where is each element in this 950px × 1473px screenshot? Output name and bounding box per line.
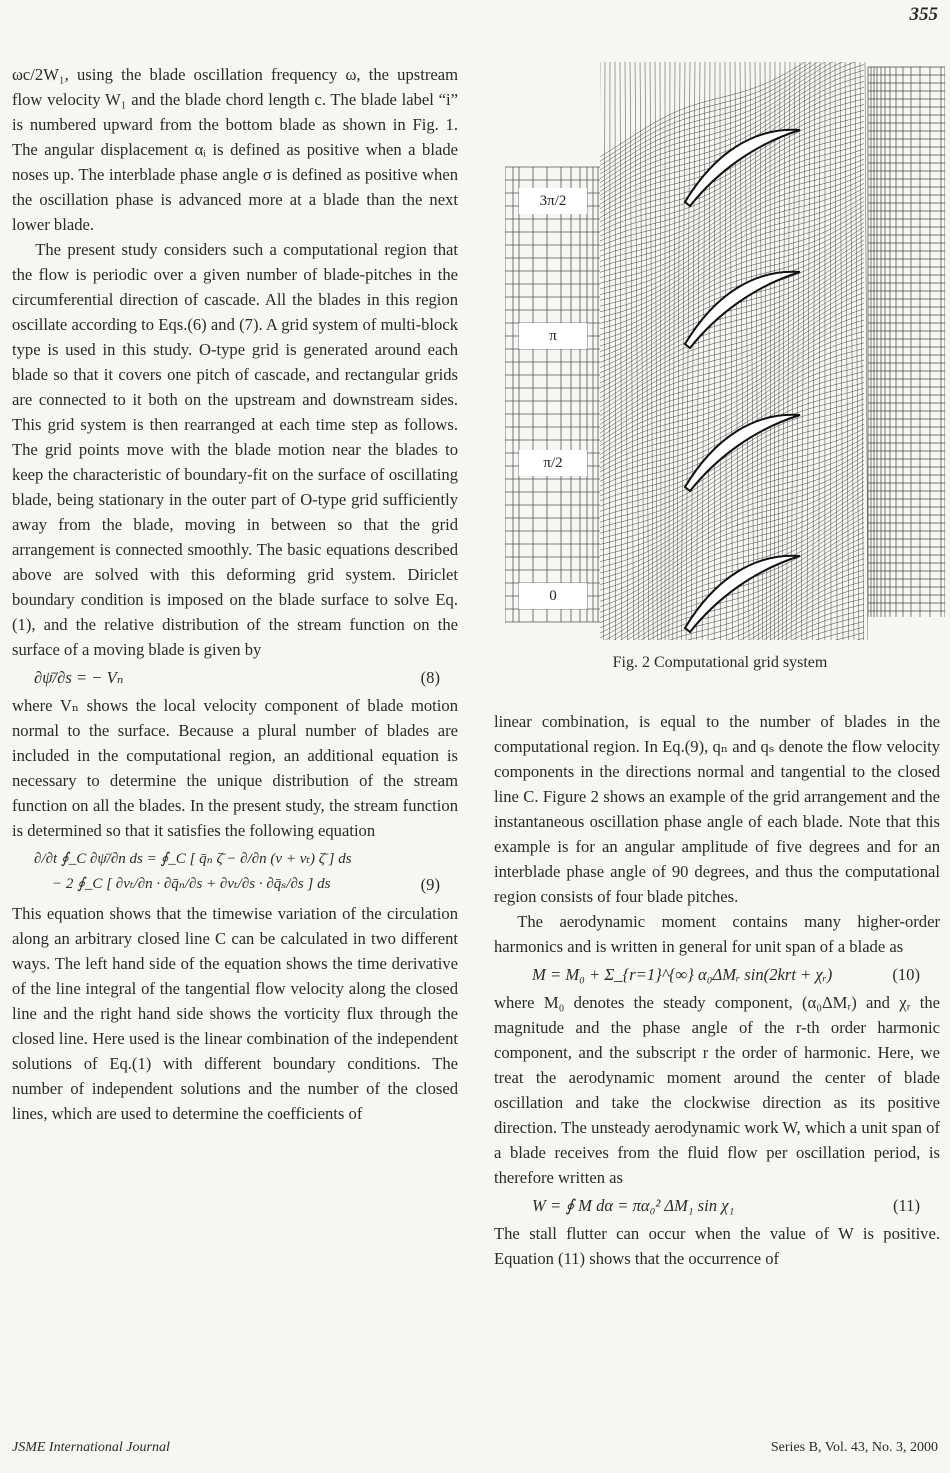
- right-column: [494, 709, 940, 1271]
- left-paragraph-2: The present study considers such a computational region that the flow is periodic over a given number of blade-pitches in the circumferential direction of cascade. All the blades in this region oscillate according to Eqs.(6) and (7). A grid system of multi-block type is used in this study. O-type grid is generated around each blade so that it covers one pitch of cascade, and rectangular grids are connected to it both on the upstream and downstream sides. This grid system is then rearranged at each time step as follows. The grid points move with the blade motion near the blades to keep the characteristic of boundary-fit on the surface of oscillating blade, being stationary in the outer part of O-type grid sufficiently away from the blade, moving in between so that the grid arrangement is connected smoothly. The basic equations described above are solved with this deforming grid system. Diriclet boundary condition is imposed on the blade surface to solve Eq.(1), and the relative distribution of the stream function on the surface of a moving blade is given by: [12, 240, 458, 659]
- figure-caption: Fig. 2 Computational grid system: [612, 654, 828, 671]
- right-paragraph-3: where M₀ denotes the steady component, (α₀ΔMᵣ) and χᵣ the magnitude and the phase angle of the r-th order harmonic component, and the subscript r the order of harmonic. Here, we treat the aerodynamic moment around the center of blade oscillation and take the clockwise direction as its positive direction. The unsteady aerodynamic work W, which a unit span of a blade receives from the fluid flow per oscillation period, is therefore written as: [494, 993, 940, 1187]
- equation-8-expression: ∂ψ̄/∂s = − Vₙ: [34, 668, 124, 687]
- phase-label-1: 3π/2: [539, 193, 567, 209]
- equation-10: [494, 962, 940, 987]
- equation-9-line-1: ∂/∂t ∮_C ∂ψ̄/∂n ds = ∮_C [ q̄ₙ ζ̄ − ∂/∂n (ν + νₜ) ζ̄ ] ds: [34, 851, 352, 867]
- right-paragraph-1: linear combination, is equal to the number of blades in the computational region. In Eq.(9), qₙ and qₛ denote the flow velocity components in the directions normal and tangential to the closed line C. Figure 2 shows an example of the grid arrangement and the instantaneous oscillation phase angle of each blade. Note that this example is for an angular amplitude of five degrees and for an interblade phase angle of 90 degrees, and thus the computational region consists of four blade pitches.: [494, 712, 940, 906]
- figure-2-grid: [505, 62, 945, 640]
- right-paragraph-2: The aerodynamic moment contains many higher-order harmonics and is written in general for unit span of a blade as: [494, 912, 940, 956]
- phase-label-2: π: [549, 328, 557, 344]
- equation-9-line-2: − 2 ∮_C [ ∂νₜ/∂n · ∂q̄ₙ/∂s + ∂νₜ/∂s · ∂q̄ₛ/∂s ] ds: [52, 876, 331, 892]
- equation-8-number: (8): [420, 668, 440, 687]
- equation-10-expression: M = M₀ + Σ_{r=1}^{∞} α₀ΔMᵣ sin(2krt + χᵣ): [532, 965, 833, 984]
- phase-label-4: 0: [549, 588, 557, 604]
- equation-8: [12, 665, 458, 690]
- phase-label-3: π/2: [543, 455, 563, 471]
- right-paragraph-4: The stall flutter can occur when the value of W is positive. Equation (11) shows that the occurrence of: [494, 1224, 940, 1268]
- series-info: Series B, Vol. 43, No. 3, 2000: [770, 1440, 938, 1455]
- equation-11-number: (11): [892, 1196, 920, 1215]
- equation-11: [494, 1193, 940, 1218]
- left-paragraph-4: This equation shows that the timewise variation of the circulation along an arbitrary closed line C can be calculated in two different ways. The left hand side of the equation shows the time derivative of the line integral of the tangential flow velocity along the closed line and the right hand side shows the vorticity flux through the closed line. Here used is the linear combination of the independent solutions of Eq.(1) with different boundary conditions. The number of independent solutions and the number of the closed lines, which are used to determine the coefficients of: [12, 904, 458, 1123]
- grid-illustration: [505, 62, 945, 640]
- journal-name: JSME International Journal: [12, 1440, 170, 1455]
- left-paragraph-3: where Vₙ shows the local velocity component of blade motion normal to the surface. Because a plural number of blades are included in the computational region, an additional equation is necessary to determine the unique distribution of the stream function on all the blades. In the present study, the stream function is determined so that it satisfies the following equation: [12, 696, 458, 840]
- left-column: [12, 62, 458, 1126]
- page-number: 355: [909, 4, 938, 25]
- equation-9: [12, 847, 458, 897]
- equation-11-expression: W = ∮ M dα = πα₀² ΔM₁ sin χ₁: [532, 1196, 735, 1215]
- equation-10-number: (10): [892, 965, 920, 984]
- equation-9-number: (9): [420, 875, 440, 894]
- left-paragraph-1: ωc/2W₁, using the blade oscillation frequency ω, the upstream flow velocity W₁ and the blade chord length c. The blade label “i” is numbered upward from the bottom blade as shown in Fig. 1. The angular displacement αᵢ is defined as positive when a blade noses up. The interblade phase angle σ is defined as positive when the oscillation phase is advanced more at a blade than the next lower blade.: [12, 65, 458, 234]
